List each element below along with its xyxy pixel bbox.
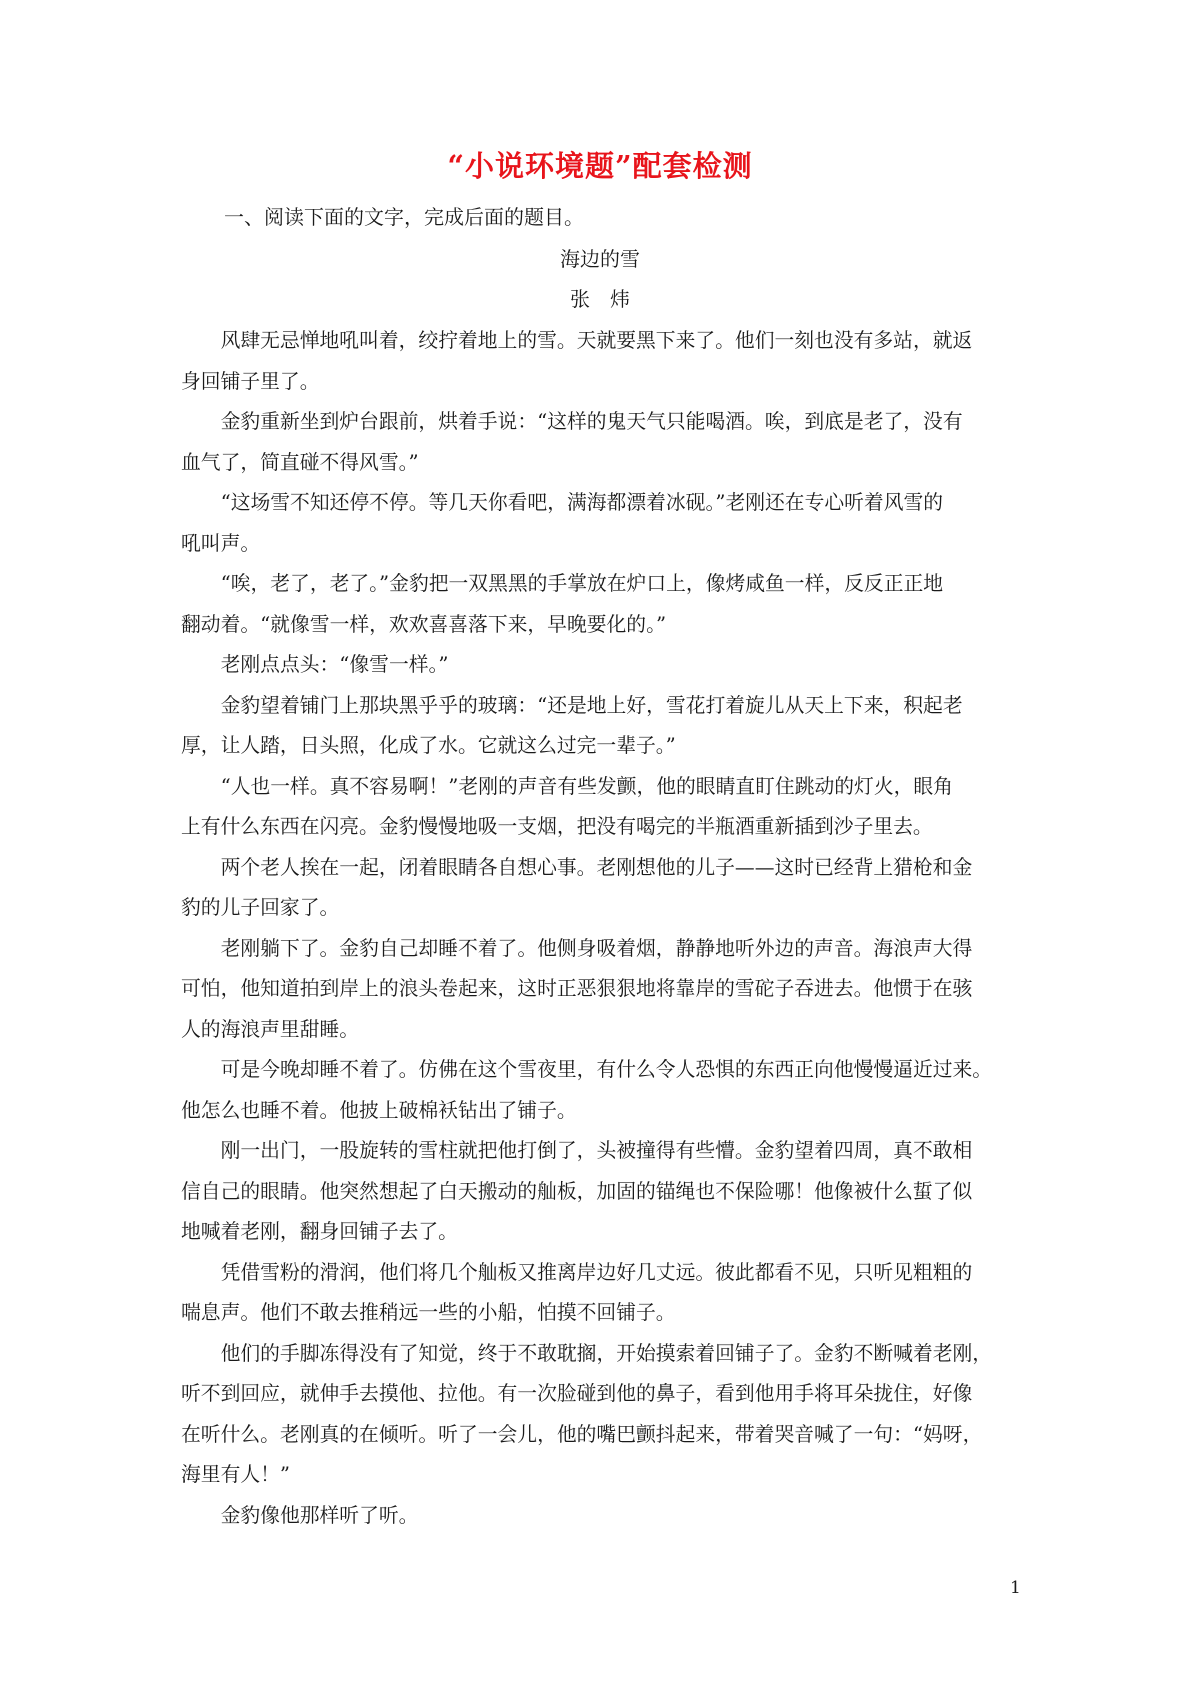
- paragraph-line: 他们的手脚冻得没有了知觉，终于不敢耽搁，开始摸索着回铺子了。金豹不断喊着老刚，: [220, 1341, 993, 1365]
- paragraph-line: 豹的儿子回家了。: [181, 896, 340, 919]
- paragraph-line: “唉，老了，老了。”金豹把一双黑黑的手掌放在炉口上，像烤咸鱼一样，反反正正地: [220, 572, 944, 595]
- story-paragraph: [181, 767, 1028, 848]
- paragraph-line: 老刚躺下了。金豹自己却睡不着了。他侧身吸着烟，静静地听外边的声音。海浪声大得: [220, 936, 973, 960]
- paragraph-line: 在听什么。老刚真的在倾听。听了一会儿，他的嘴巴颤抖起来，带着哭音喊了一句：“妈呀，: [181, 1422, 983, 1446]
- story-paragraph: [181, 321, 1028, 402]
- story-paragraph: [181, 1334, 1028, 1496]
- story-paragraph: [181, 1050, 1028, 1131]
- page-number: 1: [1010, 1578, 1021, 1598]
- paragraph-line: 地喊着老刚，翻身回铺子去了。: [181, 1220, 458, 1243]
- paragraph-line: 信自己的眼睛。他突然想起了白天搬动的舢板，加固的锚绳也不保险哪！他像被什么蜇了似: [181, 1179, 973, 1203]
- document-title: “小说环境题”配套检测: [447, 149, 753, 183]
- paragraph-line: 可是今晚却睡不着了。仿佛在这个雪夜里，有什么令人恐惧的东西正向他慢慢逼近过来。: [220, 1058, 993, 1081]
- paragraph-line: 海里有人！”: [181, 1463, 291, 1486]
- paragraph-line: 金豹重新坐到炉台跟前，烘着手说：“这样的鬼天气只能喝酒。唉，到底是老了，没有: [220, 410, 963, 433]
- story-paragraph: [181, 686, 1028, 767]
- paragraph-line: 金豹望着铺门上那块黑乎乎的玻璃：“还是地上好，雪花打着旋儿从天上下来，积起老: [220, 693, 963, 717]
- story-paragraph: [181, 1131, 1028, 1253]
- paragraph-line: “人也一样。真不容易啊！”老刚的声音有些发颤，他的眼睛直盯住跳动的灯火，眼角: [220, 774, 953, 798]
- story-paragraph: [181, 483, 1028, 564]
- paragraph-line: 可怕，他知道拍到岸上的浪头卷起来，这时正恶狠狠地将靠岸的雪砣子吞进去。他惯于在骇: [181, 977, 973, 1000]
- paragraph-line: 喘息声。他们不敢去推稍远一些的小船，怕摸不回铺子。: [181, 1301, 676, 1324]
- story-body: [181, 321, 1028, 1536]
- paragraph-line: “这场雪不知还停不停。等几天你看吧，满海都漂着冰砚。”老刚还在专心听着风雪的: [220, 491, 944, 514]
- paragraph-line: 身回铺子里了。: [181, 369, 320, 393]
- story-paragraph: [181, 402, 1028, 483]
- paragraph-line: 刚一出门，一股旋转的雪柱就把他打倒了，头被撞得有些懵。金豹望着四周，真不敢相: [220, 1139, 973, 1162]
- paragraph-line: 厚，让人踏，日头照，化成了水。它就这么过完一辈子。”: [181, 734, 676, 757]
- paragraph-line: 上有什么东西在闪亮。金豹慢慢地吸一支烟，把没有喝完的半瓶酒重新插到沙子里去。: [181, 815, 933, 838]
- story-author: 张炜: [570, 287, 650, 311]
- story-paragraph: [181, 1253, 1028, 1334]
- paragraph-line: 两个老人挨在一起，闭着眼睛各自想心事。老刚想他的儿子——这时已经背上猎枪和金: [220, 855, 973, 879]
- paragraph-line: 金豹像他那样听了听。: [220, 1503, 419, 1527]
- paragraph-line: 人的海浪声里甜睡。: [181, 1017, 360, 1041]
- story-paragraph: [181, 848, 1028, 929]
- story-paragraph: [181, 564, 1028, 645]
- story-paragraph: [181, 929, 1028, 1051]
- story-paragraph: [181, 1496, 1028, 1537]
- instruction-text: 一、阅读下面的文字，完成后面的题目。: [224, 205, 584, 229]
- paragraph-line: 血气了，简直碰不得风雪。”: [181, 450, 419, 474]
- story-title: 海边的雪: [560, 247, 640, 271]
- paragraph-line: 他怎么也睡不着。他披上破棉袄钻出了铺子。: [181, 1098, 577, 1122]
- paragraph-line: 翻动着。“就像雪一样，欢欢喜喜落下来，早晚要化的。”: [181, 612, 667, 636]
- story-paragraph: [181, 645, 1028, 686]
- paragraph-line: 听不到回应，就伸手去摸他、拉他。有一次脸碰到他的鼻子，看到他用手将耳朵拢住，好像: [181, 1382, 973, 1405]
- paragraph-line: 老刚点点头：“像雪一样。”: [220, 653, 449, 676]
- paragraph-line: 吼叫声。: [181, 531, 261, 555]
- paragraph-line: 凭借雪粉的滑润，他们将几个舢板又推离岸边好几丈远。彼此都看不见，只听见粗粗的: [220, 1260, 973, 1284]
- paragraph-line: 风肆无忌惮地吼叫着，绞拧着地上的雪。天就要黑下来了。他们一刻也没有多站，就返: [220, 329, 973, 352]
